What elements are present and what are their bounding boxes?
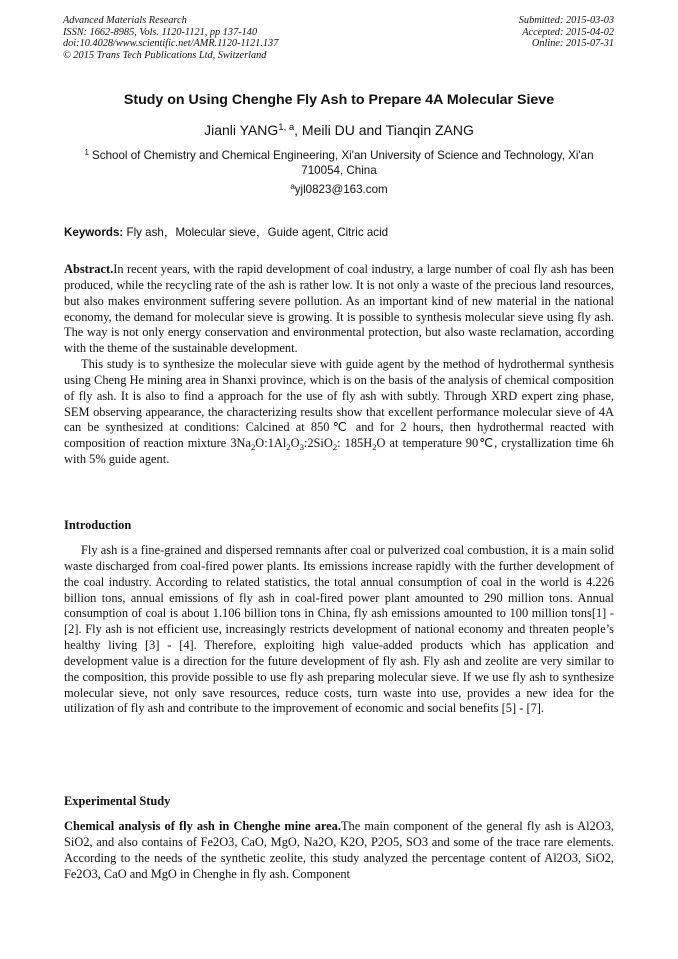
co-authors: , Meili DU and Tianqin ZANG <box>294 122 474 138</box>
formula-text: :2SiO <box>303 436 333 451</box>
email-line <box>0 183 678 196</box>
author-line <box>0 122 678 138</box>
introduction-section <box>64 543 614 717</box>
formula-text: O <box>290 436 300 451</box>
abstract-paragraph-1 <box>64 262 614 357</box>
doi-line: doi:10.4028/www.scientific.net/AMR.1120-1121.137 <box>63 38 279 50</box>
abstract-paragraph-2 <box>64 357 614 468</box>
issn-line: ISSN: 1662-8985, Vols. 1120-1121, pp 137-140 <box>63 26 258 38</box>
formula-subscript: 3 <box>299 441 304 452</box>
formula-text: O:1Al <box>255 436 287 451</box>
introduction-paragraph: Fly ash is a fine-grained and dispersed remnants after coal or pulverized coal combustion, it is a main solid waste discharged from coal-fired power plants. Its emissions increase rapidly with the further development of the coal industry. According to related statistics, the total annual consumption of coal in the world is 4.226 billion tons, annual emissions of fly ash in coal-fired power plant amounted to 290 million tons. Annual consumption of coal is about 1.106 billion tons in China, fly ash emissions amounted to 100 million tons[1] - [2]. Fly ash is not efficient use, increasingly restricts development of national economy and threaten people’s healthy living [3] - [4]. Therefore, exploiting high value-added products which has application and development value is a direction for the future development of fly ash. Fly ash and zeolite are very similar to the composition, this provide possible to use fly ash preparing molecular sieve. If we use fly ash to synthesize molecular sieve, not only save resources, reduce costs, turn waste into use, provides a new idea for the utilization of fly ash and contribute to the improvement of economic and social benefits [5] - [7]. <box>64 543 614 716</box>
abstract <box>64 262 614 468</box>
formula-text: : 185H <box>337 436 373 451</box>
affiliation-text: School of Chemistry and Chemical Engineering, Xi'an University of Science and Technology, Xi'an 710054, China <box>88 149 594 177</box>
abstract-text-2: This study is to synthesize the molecular sieve with guide agent by the method of hydrothermal synthesis using Cheng He mining area in Shanxi province, which is on the basis of the analysis of chemical composition of fly ash. It is also to find a approach for the use of fly ash with subtly. Through XRD expert zing phase, SEM observing appearance, the characterizing results show that excellent performance molecular sieve of 4A can be synthesized at conditions: Calcined at 850℃ and for 2 hours, then hydrothermal reacted with composition of reaction mixture 3Na <box>64 357 614 451</box>
formula-subscript: 2 <box>332 441 338 452</box>
keywords <box>64 224 614 240</box>
abstract-text-3: O at temperature 90℃, crystallization time 6h with 5% guide agent. <box>64 436 614 467</box>
abstract-label: Abstract. <box>64 262 114 276</box>
affiliation <box>64 148 614 178</box>
copyright-line: © 2015 Trans Tech Publications Ltd, Switzerland <box>63 49 267 61</box>
author-name: Jianli YANG <box>204 122 279 138</box>
submitted-date: Submitted: 2015-03-03 <box>518 15 614 26</box>
experimental-section <box>64 819 614 882</box>
paper-title: Study on Using Chenghe Fly Ash to Prepare 4A Molecular Sieve <box>123 92 555 108</box>
dates-header <box>519 15 614 50</box>
introduction-heading: Introduction <box>64 518 132 532</box>
experimental-heading: Experimental Study <box>64 794 171 808</box>
accepted-date: Accepted: 2015-04-02 <box>522 26 614 38</box>
journal-header <box>63 15 278 61</box>
email-address: yjl0823@163.com <box>294 183 388 196</box>
keywords-text: Fly ash，Molecular sieve，Guide agent, Citric acid <box>123 226 389 239</box>
experimental-text: The main component of the general fly ash is Al2O3, SiO2, and also contains of Fe2O3, CaO, MgO, Na2O, K2O, P2O5, SO3 and some of the trace rare elements. According to the needs of the synthetic zeolite, this study analyzed the percentage content of Al2O3, SiO2, Fe2O3, CaO and MgO in Chenghe in fly ash. Component <box>64 819 614 881</box>
author-affiliation-marker: 1, a <box>278 122 295 134</box>
online-date: Online: 2015-07-31 <box>531 38 614 50</box>
experimental-paragraph <box>64 819 614 882</box>
email-marker: a <box>290 182 295 192</box>
formula-subscript: 2 <box>250 441 256 452</box>
abstract-text-1: In recent years, with the rapid development of coal industry, a large number of coal fly ash has been produced, while the recycling rate of the ash is rather low. It is not only a waste of the precious land resources, but also makes environment suffering severe pollution. As an important kind of new material in the national economy, the demand for molecular sieve is growing. It is possible to synthesis molecular sieve using fly ash. The way is not only energy conservation and environmental protection, but also waste reclamation, according with the theme of the sustainable development. <box>64 262 614 356</box>
experimental-subheading: Chemical analysis of fly ash in Chenghe mine area. <box>64 819 341 833</box>
formula-subscript: 2 <box>372 441 377 452</box>
journal-name: Advanced Materials Research <box>63 15 187 26</box>
affiliation-marker: 1 <box>84 148 89 158</box>
keywords-label: Keywords: <box>64 226 124 239</box>
formula-subscript: 2 <box>286 441 291 452</box>
